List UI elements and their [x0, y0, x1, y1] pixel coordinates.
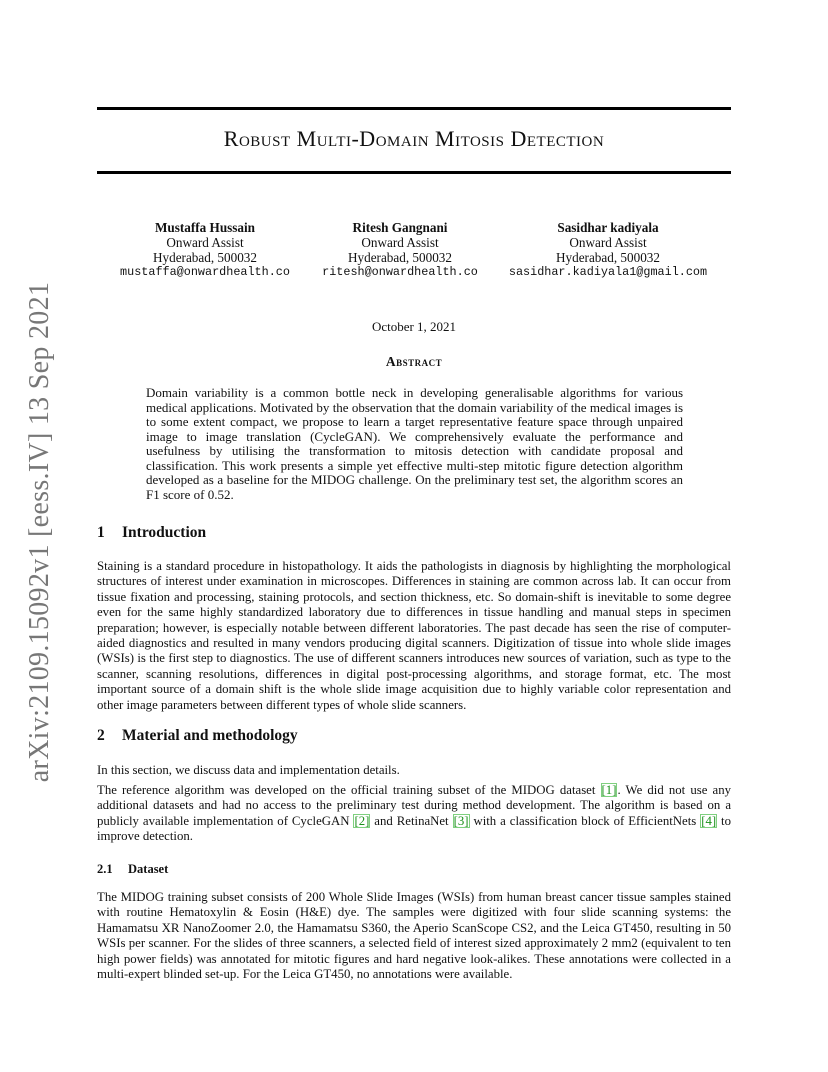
methods-intro-paragraph: In this section, we discuss data and implementation details.: [97, 763, 400, 777]
author-address: Hyderabad, 500032: [555, 250, 660, 265]
subsection-number: 2.1: [97, 862, 113, 876]
section-title: Material and methodology: [122, 727, 298, 744]
author-address: Hyderabad, 500032: [347, 250, 452, 265]
abstract-heading: Abstract: [385, 354, 443, 369]
author-affiliation: Onward Assist: [166, 235, 244, 250]
subsection-title: Dataset: [128, 862, 169, 876]
author-affiliation: Onward Assist: [361, 235, 439, 250]
author-affiliation: Onward Assist: [569, 235, 647, 250]
section-title: Introduction: [122, 524, 207, 541]
author-name: Ritesh Gangnani: [352, 220, 448, 235]
citation-link[interactable]: [2]: [354, 813, 370, 828]
citation-link[interactable]: [4]: [701, 813, 717, 828]
author-email[interactable]: ritesh@onwardhealth.co: [322, 265, 478, 279]
methods-text: . We did not use any additional datasets and had no access to the preliminary test during method development. The algorithm is based on a publicly available implementation of CycleGAN: [97, 783, 732, 828]
author-name: Mustaffa Hussain: [154, 220, 256, 235]
methods-text: to improve detection.: [97, 813, 732, 844]
arxiv-stamp-text: arXiv:2109.15092v1 [eess.IV] 13 Sep 2021: [24, 281, 55, 783]
methods-paragraph: [97, 783, 731, 845]
author-block: [290, 220, 510, 280]
section-heading-methods: [97, 727, 298, 745]
section-number: 2: [97, 727, 105, 744]
author-name: Sasidhar kadiyala: [557, 220, 659, 235]
citation-link[interactable]: [1]: [601, 783, 617, 797]
methods-text: with a classification block of EfficientNets: [469, 813, 701, 828]
author-block: [95, 220, 315, 280]
methods-text: The reference algorithm was developed on the official training subset of the MIDOG dataset: [97, 783, 601, 797]
citation-link[interactable]: [3]: [453, 813, 469, 828]
title-rule-top: [97, 107, 731, 110]
section-heading-introduction: [97, 524, 206, 542]
paper-title: Robust Multi-Domain Mitosis Detection: [223, 126, 605, 151]
author-block: [498, 220, 718, 280]
subsection-heading-dataset: [97, 862, 168, 877]
paper-date: October 1, 2021: [371, 319, 457, 334]
author-address: Hyderabad, 500032: [152, 250, 257, 265]
section-number: 1: [97, 524, 105, 541]
introduction-paragraph: Staining is a standard procedure in histopathology. It aids the pathologists in diagnosis by highlighting the morphological structures of interest under examination in microscopes. Differences in staining are common across lab. It can occur from tissue fixation and processing, staining protocols, and section thickness, etc. So domain-shift is inevitable to some degree even for the same highly standardized laboratory due to differences in tissue handling and manual steps in specimen preparation; however, is especially notable between different laboratories. The past decade has seen the rise of computer-aided diagnostics and resulted in many vendors producing digital scanners. Digitization of tissue into whole slide images (WSIs) is the first step to diagnostics. The use of different scanners introduces new sources of variation, such as type to the scanner, scanning resolutions, differences in digital post-processing algorithms, and storage format, etc. The most important source of a domain shift is the whole slide image acquisition due to highly variable color representation and other image parameters between different types of whole slide scanners.: [97, 559, 731, 712]
methods-text: and RetinaNet: [370, 813, 453, 828]
author-email[interactable]: sasidhar.kadiyala1@gmail.com: [508, 265, 708, 279]
title-rule-bottom: [97, 171, 731, 174]
author-email[interactable]: mustaffa@onwardhealth.co: [120, 265, 290, 279]
dataset-paragraph: The MIDOG training subset consists of 200 Whole Slide Images (WSIs) from human breast cancer tissue samples stained with routine Hematoxylin & Eosin (H&E) dye. The samples were digitized with four slide scanning systems: the Hamamatsu XR NanoZoomer 2.0, the Hamamatsu S360, the Aperio ScanScope CS2, and the Leica GT450, resulting in 50 WSIs per scanner. For the slides of three scanners, a selected field of interest sized approximately 2 mm2 (equivalent to ten high power fields) was annotated for mitotic figures and hard negative look-alikes. These annotations were collected in a multi-expert blinded set-up. For the Leica GT450, no annotations were available.: [97, 890, 731, 982]
abstract-body: Domain variability is a common bottle neck in developing generalisable algorithms for various medical applications. Motivated by the observation that the domain variability of the medical images is to some extent compact, we propose to learn a target representative feature space through unpaired image to image translation (CycleGAN). We comprehensively evaluate the performance and usefulness by utilising the transformation to mitosis detection with candidate proposal and classification. This work presents a simple yet effective multi-step mitotic figure detection algorithm developed as a baseline for the MIDOG challenge. On the preliminary test set, the algorithm scores an F1 score of 0.52.: [146, 385, 683, 502]
